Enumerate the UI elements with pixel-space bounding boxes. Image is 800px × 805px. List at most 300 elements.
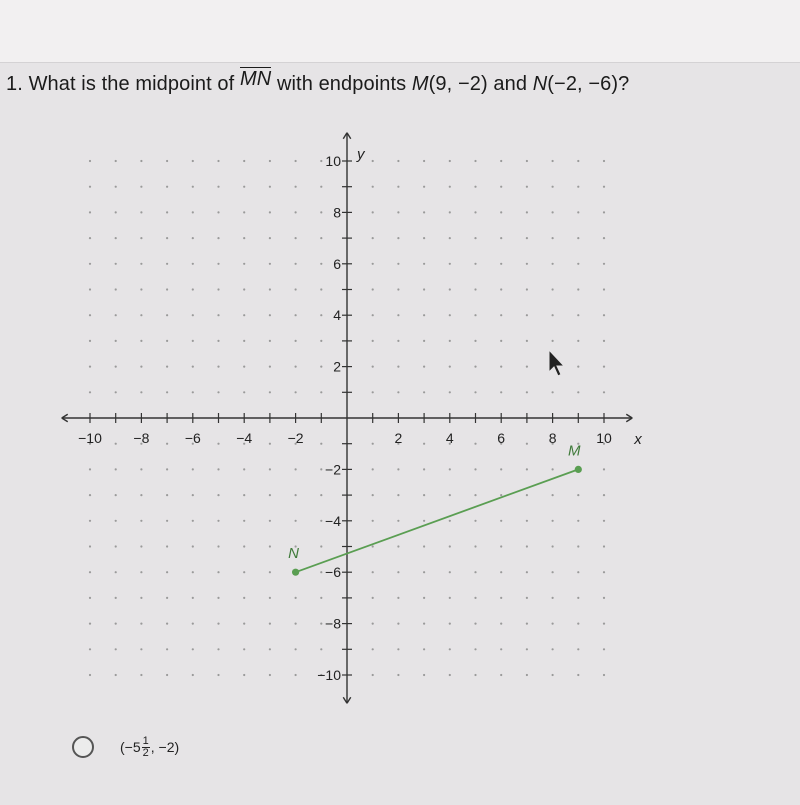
- grid-dot: [217, 545, 219, 547]
- grid-dot: [217, 263, 219, 265]
- x-tick-label: 4: [445, 430, 454, 446]
- option-label: [120, 735, 179, 758]
- x-tick-label: −2: [287, 430, 304, 446]
- grid-dot: [603, 288, 605, 290]
- grid-dot: [89, 597, 91, 599]
- grid-dot: [89, 288, 91, 290]
- grid-dot: [166, 391, 168, 393]
- grid-dot: [449, 314, 451, 316]
- grid-dot: [423, 623, 425, 625]
- grid-dot: [500, 468, 502, 470]
- grid-dot: [166, 597, 168, 599]
- grid-dot: [320, 288, 322, 290]
- grid-dot: [217, 674, 219, 676]
- grid-dot: [89, 623, 91, 625]
- grid-dot: [295, 263, 297, 265]
- grid-dot: [397, 623, 399, 625]
- grid-dot: [603, 571, 605, 573]
- grid-dot: [603, 160, 605, 162]
- grid-dot: [577, 186, 579, 188]
- grid-dot: [526, 160, 528, 162]
- grid-dot: [269, 494, 271, 496]
- grid-dot: [552, 674, 554, 676]
- grid-dot: [140, 468, 142, 470]
- grid-dot: [372, 468, 374, 470]
- grid-dot: [166, 314, 168, 316]
- grid-dot: [140, 520, 142, 522]
- grid-dot: [397, 597, 399, 599]
- grid-dot: [474, 263, 476, 265]
- grid-dot: [217, 648, 219, 650]
- grid-dot: [192, 314, 194, 316]
- grid-dot: [603, 623, 605, 625]
- grid-dot: [192, 263, 194, 265]
- grid-dot: [423, 443, 425, 445]
- grid-dot: [577, 314, 579, 316]
- grid-dot: [140, 674, 142, 676]
- grid-dot: [423, 468, 425, 470]
- grid-dot: [295, 623, 297, 625]
- radio-button[interactable]: [72, 736, 94, 758]
- grid-dot: [295, 597, 297, 599]
- grid-dot: [423, 263, 425, 265]
- grid-dot: [577, 674, 579, 676]
- grid-dot: [89, 391, 91, 393]
- grid-dot: [243, 340, 245, 342]
- grid-dot: [243, 571, 245, 573]
- point-n: [292, 569, 299, 576]
- grid-dot: [372, 366, 374, 368]
- question-text-middle: with endpoints: [276, 73, 407, 95]
- grid-dot: [269, 211, 271, 213]
- x-axis-label: x: [634, 431, 642, 448]
- grid-dot: [603, 391, 605, 393]
- grid-dot: [217, 237, 219, 239]
- grid-dot: [243, 314, 245, 316]
- grid-dot: [192, 648, 194, 650]
- grid-dot: [526, 314, 528, 316]
- grid-dot: [89, 468, 91, 470]
- grid-dot: [423, 186, 425, 188]
- answer-option[interactable]: [72, 735, 179, 758]
- grid-dot: [320, 571, 322, 573]
- grid-dot: [140, 211, 142, 213]
- grid-dot: [603, 211, 605, 213]
- grid-dot: [115, 648, 117, 650]
- grid-dot: [449, 468, 451, 470]
- grid-dot: [500, 237, 502, 239]
- grid-dot: [474, 443, 476, 445]
- grid-dot: [552, 288, 554, 290]
- grid-dot: [295, 674, 297, 676]
- y-tick-label: 6: [333, 255, 341, 272]
- grid-dot: [243, 623, 245, 625]
- grid-dot: [192, 211, 194, 213]
- y-tick-label: −2: [325, 461, 341, 478]
- grid-dot: [577, 520, 579, 522]
- grid-dot: [217, 288, 219, 290]
- grid-dot: [500, 186, 502, 188]
- grid-dot: [320, 443, 322, 445]
- grid-dot: [372, 443, 374, 445]
- y-tick-label: −10: [317, 667, 341, 683]
- grid-dot: [474, 597, 476, 599]
- grid-dot: [397, 494, 399, 496]
- grid-dot: [140, 160, 142, 162]
- grid-dot: [269, 443, 271, 445]
- grid-dot: [577, 340, 579, 342]
- grid-dot: [217, 571, 219, 573]
- grid-dot: [372, 314, 374, 316]
- question-number: 1.: [6, 73, 23, 95]
- y-axis-label: y: [357, 146, 365, 163]
- grid-dot: [166, 545, 168, 547]
- grid-dot: [603, 366, 605, 368]
- grid-dot: [474, 288, 476, 290]
- grid-dot: [166, 366, 168, 368]
- grid-dot: [243, 186, 245, 188]
- grid-dot: [526, 366, 528, 368]
- grid-dot: [89, 545, 91, 547]
- option-fraction-denominator: 2: [142, 747, 149, 759]
- grid-dot: [397, 160, 399, 162]
- grid-dot: [192, 571, 194, 573]
- x-tick-label: 2: [394, 430, 403, 446]
- grid-dot: [295, 340, 297, 342]
- grid-dot: [526, 443, 528, 445]
- grid-dot: [372, 186, 374, 188]
- grid-dot: [372, 648, 374, 650]
- grid-dot: [500, 366, 502, 368]
- grid-dot: [192, 288, 194, 290]
- grid-dot: [269, 468, 271, 470]
- grid-dot: [552, 597, 554, 599]
- question-text-before: What is the midpoint of: [28, 73, 235, 95]
- grid-dot: [269, 314, 271, 316]
- grid-dot: [295, 288, 297, 290]
- option-rest: , −2): [150, 738, 180, 755]
- grid-dot: [269, 391, 271, 393]
- grid-dot: [552, 648, 554, 650]
- grid-dot: [166, 237, 168, 239]
- grid-dot: [140, 623, 142, 625]
- grid-dot: [372, 391, 374, 393]
- grid-dot: [397, 211, 399, 213]
- grid-dot: [526, 597, 528, 599]
- grid-dot: [449, 520, 451, 522]
- grid-dot: [115, 597, 117, 599]
- x-tick-label: −6: [184, 430, 201, 446]
- grid-dot: [474, 366, 476, 368]
- grid-dot: [474, 648, 476, 650]
- grid-dot: [295, 468, 297, 470]
- grid-dot: [243, 366, 245, 368]
- grid-dot: [603, 597, 605, 599]
- grid-dot: [552, 391, 554, 393]
- grid-dot: [577, 237, 579, 239]
- grid-dot: [192, 494, 194, 496]
- grid-dot: [269, 623, 271, 625]
- grid-dot: [577, 366, 579, 368]
- grid-dot: [500, 494, 502, 496]
- grid-dot: [500, 597, 502, 599]
- grid-dot: [192, 237, 194, 239]
- grid-dot: [320, 340, 322, 342]
- grid-dot: [449, 366, 451, 368]
- grid-dot: [295, 211, 297, 213]
- grid-dot: [372, 597, 374, 599]
- grid-dot: [166, 186, 168, 188]
- grid-dot: [295, 366, 297, 368]
- grid-dot: [423, 571, 425, 573]
- grid-dot: [192, 366, 194, 368]
- grid-dot: [166, 648, 168, 650]
- grid-dot: [449, 648, 451, 650]
- grid-dot: [500, 648, 502, 650]
- option-whole: (−5: [120, 738, 141, 755]
- grid-dot: [115, 520, 117, 522]
- grid-dot: [192, 468, 194, 470]
- grid-dot: [526, 263, 528, 265]
- grid-dot: [526, 288, 528, 290]
- grid-dot: [115, 340, 117, 342]
- grid-dot: [423, 391, 425, 393]
- grid-dot: [500, 571, 502, 573]
- grid-dot: [372, 211, 374, 213]
- grid-dot: [423, 366, 425, 368]
- grid-dot: [397, 545, 399, 547]
- grid-dot: [243, 237, 245, 239]
- grid-dot: [500, 545, 502, 547]
- x-tick-label: −8: [133, 430, 150, 446]
- grid-dot: [217, 623, 219, 625]
- grid-dot: [603, 237, 605, 239]
- grid-dot: [115, 623, 117, 625]
- grid-dot: [269, 186, 271, 188]
- grid-dot: [166, 443, 168, 445]
- grid-dot: [166, 211, 168, 213]
- grid-dot: [500, 314, 502, 316]
- grid-dot: [192, 340, 194, 342]
- point-m-label: M: [411, 73, 429, 95]
- y-tick-label: 4: [333, 307, 341, 324]
- grid-dot: [449, 211, 451, 213]
- grid-dot: [320, 494, 322, 496]
- grid-dot: [526, 674, 528, 676]
- grid-dot: [449, 237, 451, 239]
- grid-dot: [320, 186, 322, 188]
- grid-dot: [526, 237, 528, 239]
- grid-dot: [577, 391, 579, 393]
- grid-dot: [397, 186, 399, 188]
- grid-dot: [552, 571, 554, 573]
- grid-dot: [115, 443, 117, 445]
- grid-dot: [372, 160, 374, 162]
- grid-dot: [320, 648, 322, 650]
- question-text-and: and: [493, 73, 528, 95]
- grid-dot: [140, 263, 142, 265]
- grid-dot: [372, 263, 374, 265]
- grid-dot: [552, 494, 554, 496]
- grid-dot: [320, 211, 322, 213]
- grid-dot: [603, 468, 605, 470]
- grid-dot: [140, 340, 142, 342]
- grid-dot: [500, 288, 502, 290]
- grid-dot: [526, 571, 528, 573]
- grid-dot: [474, 237, 476, 239]
- grid-dot: [526, 391, 528, 393]
- grid-dot: [140, 571, 142, 573]
- grid-dot: [423, 160, 425, 162]
- grid-dot: [295, 520, 297, 522]
- grid-dot: [192, 623, 194, 625]
- grid-dot: [320, 520, 322, 522]
- grid-dot: [526, 186, 528, 188]
- grid-dot: [269, 571, 271, 573]
- grid-dot: [372, 623, 374, 625]
- grid-dot: [577, 545, 579, 547]
- grid-dot: [552, 520, 554, 522]
- point-m-coords: (9, −2): [428, 73, 488, 95]
- grid-dot: [89, 263, 91, 265]
- grid-dot: [192, 186, 194, 188]
- x-tick-label: 6: [497, 430, 506, 446]
- grid-dot: [295, 160, 297, 162]
- grid-dot: [500, 263, 502, 265]
- grid-dot: [500, 674, 502, 676]
- grid-dot: [269, 597, 271, 599]
- grid-dot: [603, 340, 605, 342]
- grid-dot: [140, 648, 142, 650]
- grid-dot: [474, 520, 476, 522]
- point-n-label: N: [532, 73, 548, 95]
- grid-dot: [474, 340, 476, 342]
- grid-dot: [243, 160, 245, 162]
- grid-dot: [115, 186, 117, 188]
- grid-dot: [397, 648, 399, 650]
- grid-dot: [192, 160, 194, 162]
- grid-dot: [474, 545, 476, 547]
- grid-dot: [115, 160, 117, 162]
- grid-dot: [89, 211, 91, 213]
- x-tick-label: 10: [596, 430, 612, 446]
- grid-dot: [217, 211, 219, 213]
- grid-dot: [140, 314, 142, 316]
- grid-dot: [397, 571, 399, 573]
- y-tick-label: −8: [325, 615, 341, 632]
- grid-dot: [217, 443, 219, 445]
- grid-dot: [397, 237, 399, 239]
- grid-dot: [320, 263, 322, 265]
- grid-dot: [166, 494, 168, 496]
- grid-dot: [474, 314, 476, 316]
- grid-dot: [269, 520, 271, 522]
- grid-dot: [577, 623, 579, 625]
- grid-dot: [500, 340, 502, 342]
- grid-dot: [115, 468, 117, 470]
- grid-dot: [372, 288, 374, 290]
- grid-dot: [552, 623, 554, 625]
- y-tick-label: 2: [333, 358, 341, 375]
- grid-dot: [89, 571, 91, 573]
- grid-dot: [397, 674, 399, 676]
- grid-dot: [320, 391, 322, 393]
- grid-dot: [449, 288, 451, 290]
- grid-dot: [217, 366, 219, 368]
- grid-dot: [295, 391, 297, 393]
- grid-dot: [500, 211, 502, 213]
- grid-dot: [474, 494, 476, 496]
- grid-dot: [217, 160, 219, 162]
- grid-dot: [552, 314, 554, 316]
- point-m: [575, 466, 582, 473]
- grid-dot: [295, 648, 297, 650]
- grid-dot: [397, 520, 399, 522]
- grid-dot: [423, 211, 425, 213]
- grid-dot: [166, 520, 168, 522]
- grid-dot: [526, 623, 528, 625]
- grid-dot: [474, 391, 476, 393]
- grid-dot: [89, 340, 91, 342]
- grid-dot: [89, 314, 91, 316]
- grid-dot: [474, 571, 476, 573]
- grid-dot: [526, 520, 528, 522]
- grid-dot: [603, 674, 605, 676]
- grid-dot: [577, 211, 579, 213]
- grid-dot: [140, 494, 142, 496]
- grid-dot: [372, 520, 374, 522]
- grid-dot: [217, 494, 219, 496]
- grid-dot: [243, 648, 245, 650]
- grid-dot: [269, 160, 271, 162]
- grid-dot: [89, 674, 91, 676]
- grid-dot: [269, 288, 271, 290]
- grid-dot: [526, 340, 528, 342]
- grid-dot: [423, 545, 425, 547]
- grid-dot: [423, 648, 425, 650]
- grid-dot: [217, 340, 219, 342]
- grid-dot: [603, 545, 605, 547]
- grid-dot: [269, 674, 271, 676]
- grid-dot: [577, 263, 579, 265]
- grid-dot: [115, 494, 117, 496]
- grid-dot: [295, 237, 297, 239]
- grid-dot: [500, 520, 502, 522]
- point-m-label: M: [568, 442, 581, 460]
- grid-dot: [295, 186, 297, 188]
- grid-dot: [397, 288, 399, 290]
- grid-dot: [192, 520, 194, 522]
- grid-dot: [295, 314, 297, 316]
- grid-dot: [269, 237, 271, 239]
- grid-dot: [295, 494, 297, 496]
- x-tick-label: −10: [78, 430, 102, 446]
- grid-dot: [423, 520, 425, 522]
- grid-dot: [192, 597, 194, 599]
- grid-dot: [474, 674, 476, 676]
- grid-dot: [474, 468, 476, 470]
- grid-dot: [243, 468, 245, 470]
- grid-dot: [192, 545, 194, 547]
- grid-dot: [115, 211, 117, 213]
- grid-dot: [552, 160, 554, 162]
- grid-dot: [243, 288, 245, 290]
- grid-dot: [192, 391, 194, 393]
- grid-dot: [577, 597, 579, 599]
- grid-dot: [526, 211, 528, 213]
- grid-dot: [526, 648, 528, 650]
- grid-dot: [166, 571, 168, 573]
